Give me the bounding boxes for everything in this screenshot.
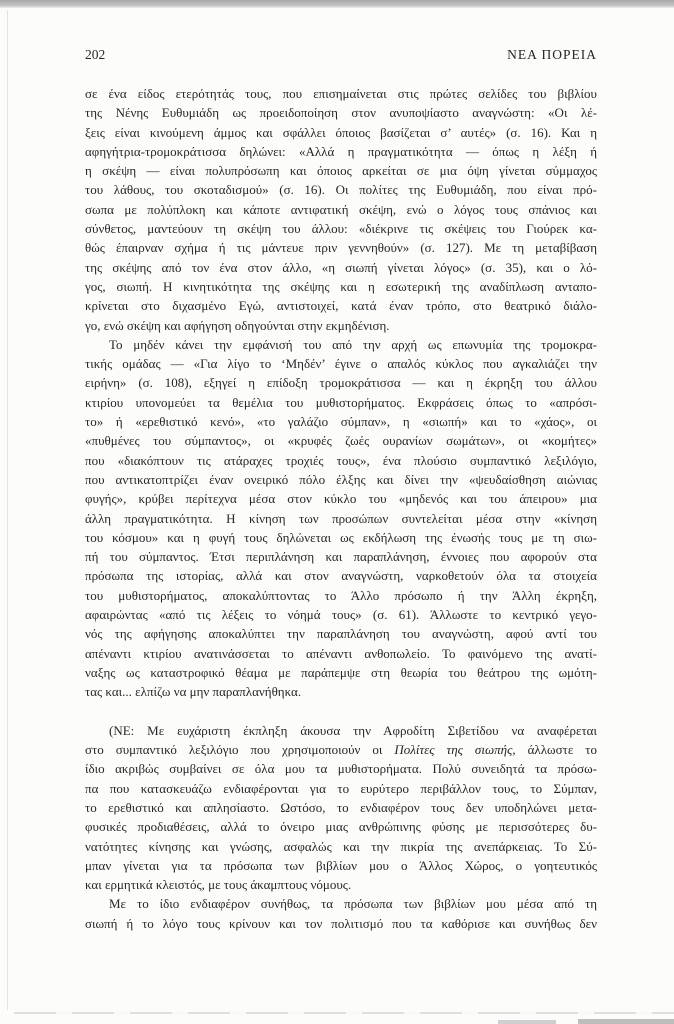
- scan-edge-left: [7, 10, 8, 1010]
- text-line: νός της αφήγησης αποκαλύπτει την παραπλάνηση του αναγνώστη, αφού αντί του: [85, 626, 597, 642]
- text-line: του λάθους, του σκοταδισμού» (σ. 16). Οι πολίτες της Ευθυμιάδη, που είναι πρό-: [85, 182, 597, 198]
- text-line: πή του σύμπαντος. Έτσι περιπλάνηση και παραπλάνηση, έννοιες που αφορούν στα: [85, 549, 597, 565]
- paragraph: [85, 335, 597, 702]
- text-line: πα που κατασκευάζω ενδιαφέρονται για το ευρύτερο περιβάλλον τους, το Σύμπαν,: [85, 780, 597, 796]
- text-line: ίδιο ακριβώς συμβαίνει σε όλα μου τα μυθιστορήματα. Πολύ συνειδητά τα πρόσω-: [85, 761, 597, 777]
- scan-edge-top: [0, 0, 674, 8]
- text-line: πρόσωπα της ιστορίας, αλλά και στον αναγνώστη, ναρκοθετούν όλα τα στοιχεία: [85, 568, 597, 584]
- text-line: της Νένης Ευθυμιάδη ως προειδοποίηση στον ανυποψίαστο αναγνώστη: «Οι λέ-: [85, 105, 597, 121]
- text-line: στο συμπαντικό λεξιλόγιο που χρησιμοποιούν οι Πολίτες της σιωπής, άλλωστε το: [85, 742, 597, 758]
- book-title-italic: Πολίτες της σιωπής: [394, 742, 513, 758]
- text-line: «πυθμένες του σύμπαντος», οι «κρυφές ζωές ουρανίων σωμάτων», οι «κομήτες»: [85, 433, 597, 449]
- text-line: τας και... ελπίζω να μην παραπλανήθηκα.: [85, 684, 302, 700]
- text-line: νατότητες κίνησης και γνώσης, ασφαλώς και την πικρία της ανεπάρκειας. Το Σύ-: [85, 838, 597, 854]
- page-number: 202: [85, 47, 106, 62]
- scan-shadow-bottom-right-2: [498, 1020, 556, 1024]
- paragraph: [85, 894, 597, 933]
- text-line: μπαν γίνεται για τα πρόσωπα των βιβλίων μου ο Άλλος Χώρος, ο γοητευτικός: [85, 857, 597, 873]
- page-body: [85, 84, 597, 933]
- text-line: γος, σιωπή. Η κινητικότητα της σκέψης και η εσωτερική της αναδίπλωση ανταπο-: [85, 278, 597, 294]
- text-line: σωπα με πολύπλοκη και κάποτε αντιφατική σκέψη, ενώ ο λόγος τους σπάνιος και: [85, 201, 597, 217]
- text-line: γο, ενώ σκέψη και αφήγηση οδηγούνται στην εκμηδένιση.: [85, 317, 390, 333]
- text-line: (ΝΕ: Με ευχάριστη έκπληξη άκουσα την Αφροδίτη Σιβετίδου να αναφέρεται: [109, 722, 597, 738]
- text-line: σιωπή ή το λόγο τους κρίνουν και τον πολιτισμό που τα καθόρισε και συνήθως δεν: [85, 915, 597, 931]
- text-line: που αντικατοπτρίζει έναν ονειρικό πόλο έλξης και δίνει την «ψευδαίσθηση αιώνιας: [85, 471, 597, 487]
- text-line: κρίνεται στο διχασμένο Εγώ, αντιστοιχεί, κατά έναν τρόπο, στο θεατρικό διάλο-: [85, 298, 597, 314]
- text-line: ναξης ως καταστροφικό θέαμα με παράπεμψε στη θεωρία του θεάτρου της ωμότη-: [85, 664, 597, 680]
- text-line: το» ή «ερεθιστικό κενό», «το γαλάζιο σύμπαν», η «σιωπή» και το «χάος», οι: [85, 414, 597, 430]
- paragraph: [85, 84, 597, 335]
- text-line: φυγής», κρύβει περίτεχνα μέσα στον κύκλο του «μηδενός και του άπειρου» μια: [85, 491, 597, 507]
- text-line: σε ένα είδος ετερότητάς τους, που επισημαίνεται στις πρώτες σελίδες του βιβλίου: [85, 86, 597, 101]
- text-line: σύνθετος, μαντεύουν τη σκέψη του άλλου: «διέκρινε τις σκέψεις του Γιούρεκ κα-: [85, 221, 597, 237]
- text-line: ειρήνη» (σ. 108), εξηγεί η επίδοξη τρομοκράτισσα — και η έκρηξη του άλλου: [85, 375, 597, 391]
- text-line: θώς έπαιρναν σχήμα ή τις μάντευε πριν γεννηθούν» (σ. 127). Με τη μεταβίβαση: [85, 240, 597, 256]
- text-line: η σκέψη — είναι πολυπρόσωπη και όποιος αρκείται σε μια όψη γίνεται σύμμαχος: [85, 163, 597, 179]
- text-line: Το μηδέν κάνει την εμφάνισή του από την αρχή ως επωνυμία της τρομοκρα-: [109, 336, 597, 352]
- text-line: αφηγήτρια-τρομοκράτισσα δηλώνει: «Αλλά η πραγματικότητα — όπως η λέξη ή: [85, 143, 597, 159]
- text-line: που «διακόπτουν τις ατάραχες τροχιές τους», ένα πλούσιο συμπαντικό λεξιλόγιο,: [85, 452, 597, 468]
- text-line: του κόσμου» και η φυγή τους δηλώνεται ως εκδήλωση της ένωσής τους με τη σιω-: [85, 529, 597, 545]
- journal-title: ΝΕΑ ΠΟΡΕΙΑ: [507, 47, 597, 62]
- text-line: απέναντι κτιρίου ανατινάσσεται το απέναντι ανθοπωλείο. Το φαινόμενο της ανατί-: [85, 645, 597, 661]
- text-line: του μυθιστορήματος, αποκαλύπτοντας το Άλλο πρόσωπο ή την Άλλη έκρηξη,: [85, 587, 597, 603]
- text-line: το ερεθιστικό και απλησίαστο. Ωστόσο, το ενδιαφέρον τους δεν υποδηλώνει μετα-: [85, 799, 597, 815]
- paragraph: [85, 721, 597, 895]
- text-line: ξεις είναι κινούμενη άμμος και σφάλλει όποιος βασίζεται σ’ αυτές» (σ. 16). Και η: [85, 124, 597, 140]
- text-line: κτιρίου υπονομεύει τα θεμέλια του μυθιστορήματος. Εκφράσεις όπως το «απρόσι-: [85, 394, 597, 410]
- scan-shadow-bottom-right: [578, 1019, 674, 1024]
- text-line: και ερμητικά κλειστός, με τους άκαμπτους νόμους.: [85, 877, 352, 893]
- text-line: φυσικές προδιαθέσεις, αλλά το όνειρο μιας ανθρώπινης φύσης με περισσότερες δυ-: [85, 819, 597, 835]
- text-line: άλλη πραγματικότητα. Η κίνηση των προσώπων συντελείται μέσα στην «κίνηση: [85, 510, 597, 526]
- text-line: τικής ομάδας — «Για λίγο το ‘Μηδέν’ έγινε ο απαλός κύκλος που αγκαλιάζει την: [85, 356, 597, 372]
- scan-edge-bottom: [14, 1012, 674, 1014]
- page-header: [85, 47, 597, 63]
- text-line: Με το ίδιο ενδιαφέρον συνήθως, τα πρόσωπα των βιβλίων μου μέσα από τη: [109, 896, 597, 912]
- text-line: της σκέψης από τον ένα στον άλλο, «η σιωπή γίνεται λόγος» (σ. 35), και ο λό-: [85, 259, 597, 275]
- text-line: αφαιρώντας «από τις λέξεις το νόημά τους» (σ. 61). Άλλωστε το κεντρικό γεγο-: [85, 607, 597, 623]
